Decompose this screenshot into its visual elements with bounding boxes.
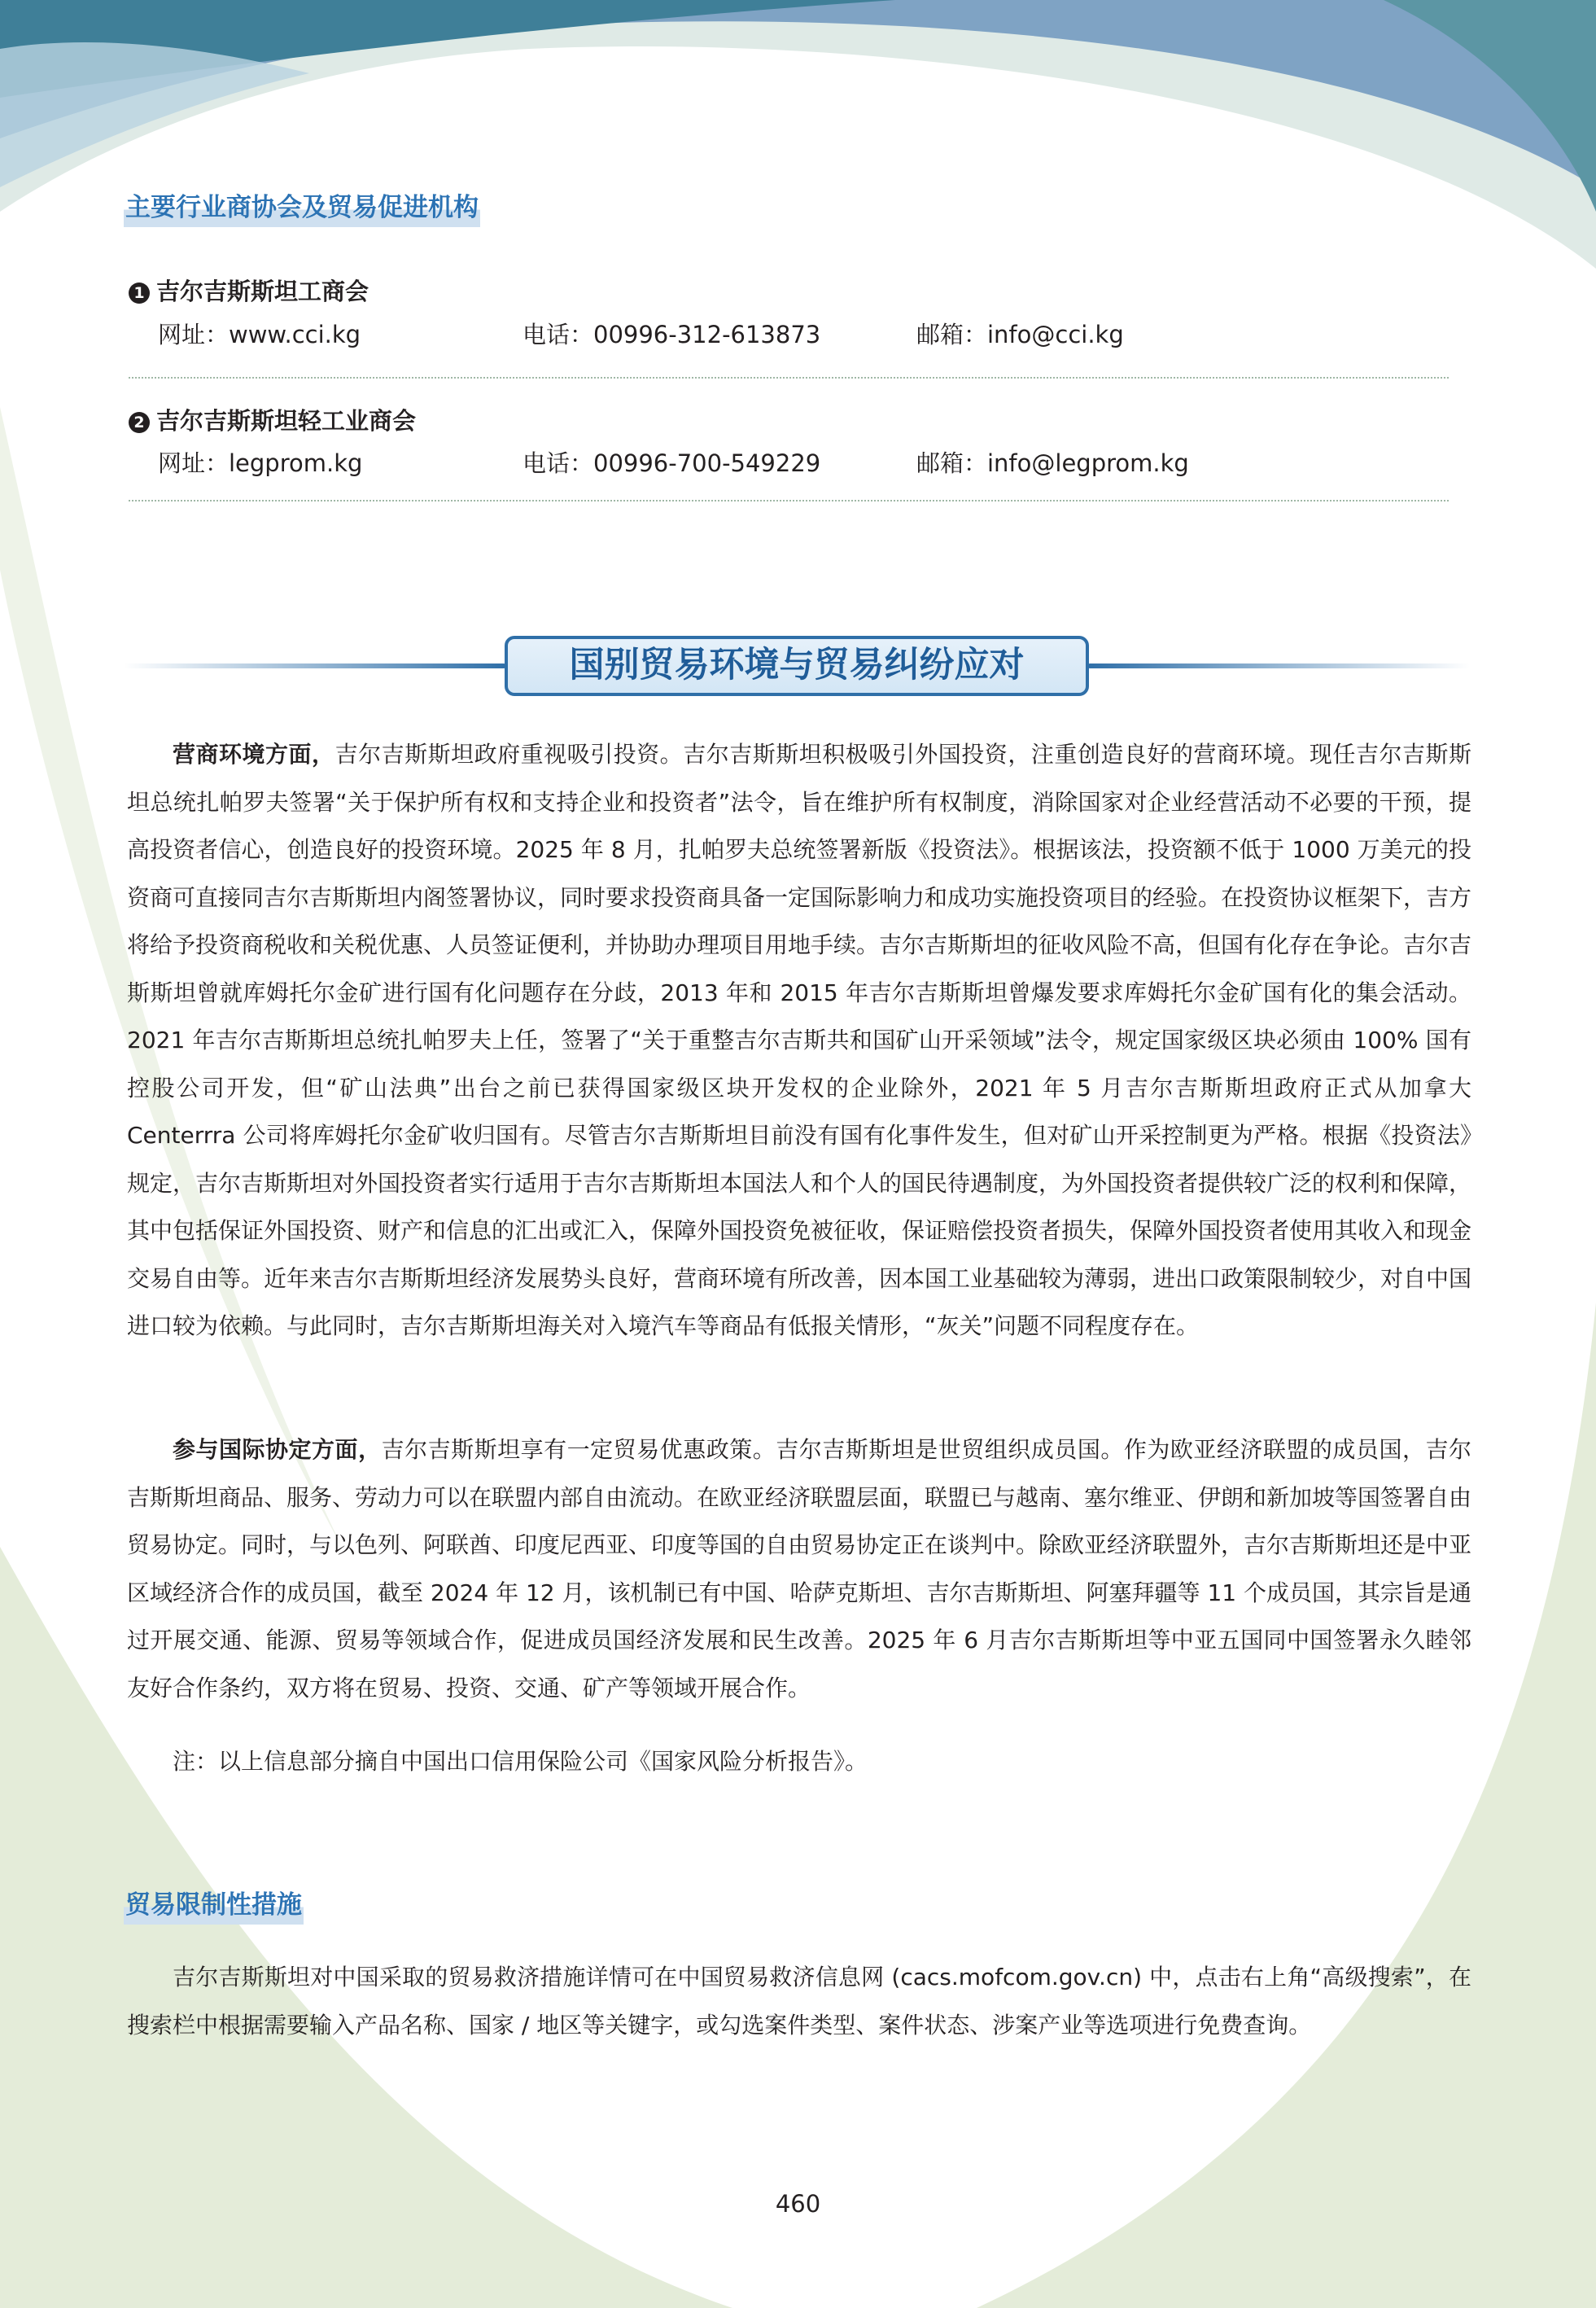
trade-restrictions-heading: 贸易限制性措施 xyxy=(124,1885,304,1925)
banner-line-right xyxy=(1087,663,1470,668)
page-number: 460 xyxy=(775,2190,821,2218)
org-2-number: 2 xyxy=(129,412,150,433)
org-2-website[interactable]: 网址：legprom.kg xyxy=(158,449,363,477)
divider xyxy=(129,500,1449,501)
org-2-phone: 电话：00996-700-549229 xyxy=(523,449,821,477)
source-note: 注：以上信息部分摘自中国出口信用保险公司《国家风险分析报告》。 xyxy=(173,1748,868,1775)
banner-line-left xyxy=(124,663,506,668)
associations-heading: 主要行业商协会及贸易促进机构 xyxy=(124,188,480,227)
international-agreements-lead: 参与国际协定方面， xyxy=(173,1436,382,1463)
org-2-email[interactable]: 邮箱：info@legprom.kg xyxy=(916,449,1189,477)
org-1-website[interactable]: 网址：www.cci.kg xyxy=(158,321,361,348)
trade-restrictions-paragraph: 吉尔吉斯斯坦对中国采取的贸易救济措施详情可在中国贸易救济信息网 (cacs.mofcom.gov.cn) 中，点击右上角“高级搜索”，在搜索栏中根据需要输入产品名称、国家 / 地区等关键字，或勾选案件类型、案件状态、涉案产业等选项进行免费查询。 xyxy=(127,1964,1471,2039)
org-1-email[interactable]: 邮箱：info@cci.kg xyxy=(916,321,1124,348)
org-2-name: 2 吉尔吉斯斯坦轻工业商会 xyxy=(129,405,416,437)
org-1-phone: 电话：00996-312-613873 xyxy=(523,321,821,348)
section-banner: 国别贸易环境与贸易纠纷应对 xyxy=(505,636,1089,696)
business-environment-paragraph: 营商环境方面，吉尔吉斯斯坦政府重视吸引投资。吉尔吉斯斯坦积极吸引外国投资，注重创造良好的营商环境。现任吉尔吉斯斯坦总统扎帕罗夫签署“关于保护所有权和支持企业和投资者”法令，旨在维护所有权制度，消除国家对企业经营活动不必要的干预，提高投资者信心，创造良好的投资环境。2025 年 8 月，扎帕罗夫总统签署新版《投资法》。根据该法，投资额不低于 1000 万美元的投资商可直接同吉尔吉斯斯坦内阁签署协议，同时要求投资商具备一定国际影响力和成功实施投资项目的经验。在投资协议框架下，吉方将给予投资商税收和关税优惠、人员签证便利，并协助办理项目用地手续。吉尔吉斯斯坦的征收风险不高，但国有化存在争论。吉尔吉斯斯坦曾就库姆托尔金矿进行国有化问题存在分歧，2013 年和 2015 年吉尔吉斯斯坦曾爆发要求库姆托尔金矿国有化的集会活动。2021 年吉尔吉斯斯坦总统扎帕罗夫上任，签署了“关于重整吉尔吉斯共和国矿山开采领域”法令，规定国家级区块必须由 100% 国有控股公司开发，但“矿山法典”出台之前已获得国家级区块开发权的企业除外，2021 年 5 月吉尔吉斯斯坦政府正式从加拿大 Centerrra 公司将库姆托尔金矿收归国有。尽管吉尔吉斯斯坦目前没有国有化事件发生，但对矿山开采控制更为严格。根据《投资法》规定，吉尔吉斯斯坦对外国投资者实行适用于吉尔吉斯斯坦本国法人和个人的国民待遇制度，为外国投资者提供较广泛的权利和保障，其中包括保证外国投资、财产和信息的汇出或汇入，保障外国投资免被征收，保证赔偿投资者损失，保障外国投资者使用其收入和现金交易自由等。近年来吉尔吉斯斯坦经济发展势头良好，营商环境有所改善，因本国工业基础较为薄弱，进出口政策限制较少，对自中国进口较为依赖。与此同时，吉尔吉斯斯坦海关对入境汽车等商品有低报关情形，“灰关”问题不同程度存在。 xyxy=(127,741,1472,1339)
business-environment-lead: 营商环境方面， xyxy=(173,741,335,768)
international-agreements-paragraph: 参与国际协定方面，吉尔吉斯斯坦享有一定贸易优惠政策。吉尔吉斯斯坦是世贸组织成员国。作为欧亚经济联盟的成员国，吉尔吉斯斯坦商品、服务、劳动力可以在联盟内部自由流动。在欧亚经济联盟层面，联盟已与越南、塞尔维亚、伊朗和新加坡等国签署自由贸易协定。同时，与以色列、阿联酋、印度尼西亚、印度等国的自由贸易协定正在谈判中。除欧亚经济联盟外，吉尔吉斯斯坦还是中亚区域经济合作的成员国，截至 2024 年 12 月，该机制已有中国、哈萨克斯坦、吉尔吉斯斯坦、阿塞拜疆等 11 个成员国，其宗旨是通过开展交通、能源、贸易等领域合作，促进成员国经济发展和民生改善。2025 年 6 月吉尔吉斯斯坦等中亚五国同中国签署永久睦邻友好合作条约，双方将在贸易、投资、交通、矿产等领域开展合作。 xyxy=(127,1436,1472,1701)
divider xyxy=(129,377,1449,379)
org-1-number: 1 xyxy=(129,282,150,304)
org-1-name: 1 吉尔吉斯斯坦工商会 xyxy=(129,275,369,308)
